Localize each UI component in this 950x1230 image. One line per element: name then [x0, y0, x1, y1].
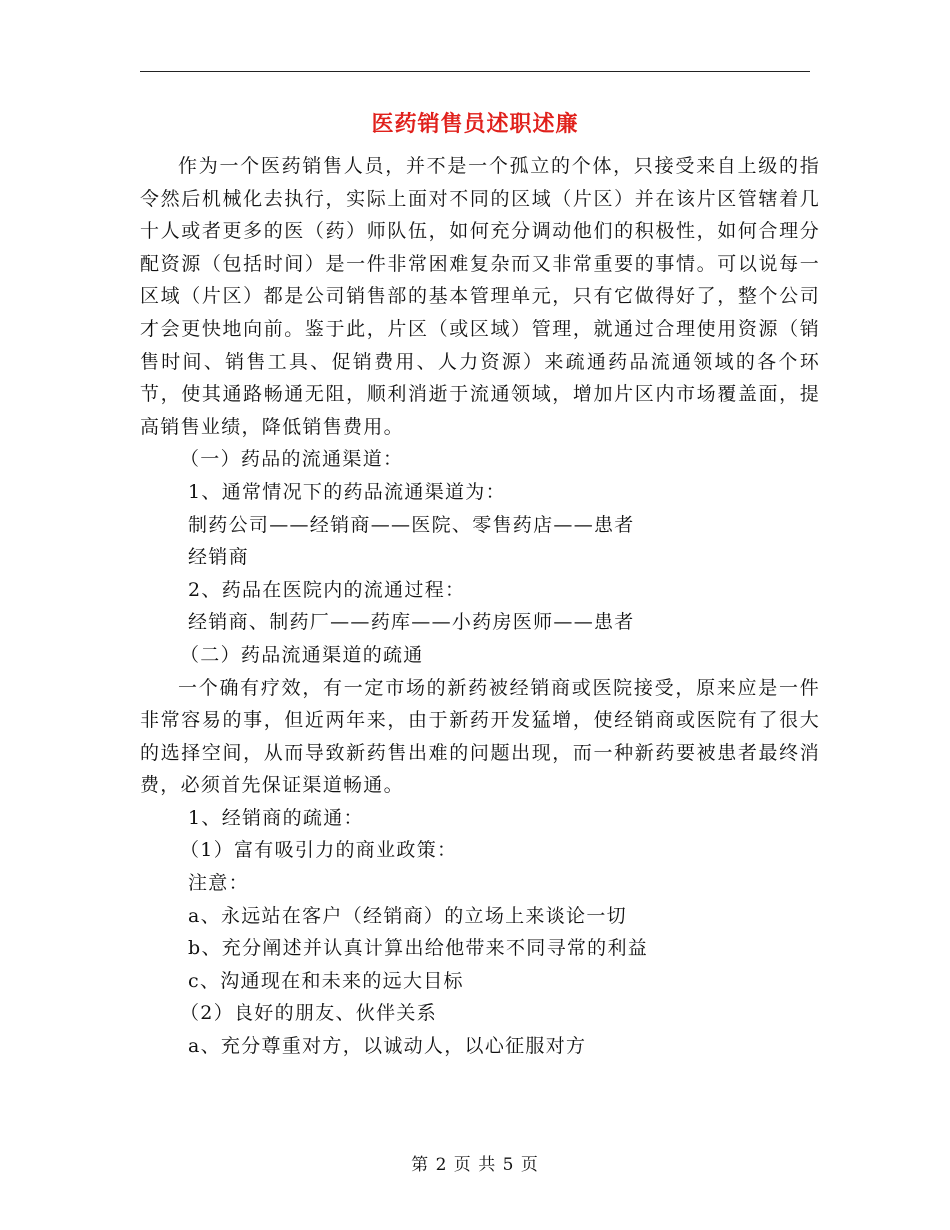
list-line: 1、通常情况下的药品流通渠道为：: [188, 480, 506, 503]
list-line: 1、经销商的疏通：: [188, 806, 364, 829]
document-body: [140, 150, 820, 1063]
paragraph-2: 一个确有疗效，有一定市场的新药被经销商或医院接受，原来应是一件非常容易的事，但近两年来，由于新药开发猛增，使经销商或医院有了很大的选择空间，从而导致新药售出难的问题出现，而一种新药要被患者最终消费，必须首先保证渠道畅通。: [140, 676, 820, 797]
list-line: b、充分阐述并认真计算出给他带来不同寻常的利益: [188, 937, 649, 960]
list-line: 经销商: [188, 546, 249, 569]
list-line: c、沟通现在和未来的远大目标: [188, 969, 464, 992]
list-line: 经销商、制药厂——药库——小药房医师——患者: [188, 611, 635, 634]
header-rule: [140, 71, 810, 72]
list-line: （2）良好的朋友、伙伴关系: [180, 1002, 437, 1025]
section-heading-1: （一）药品的流通渠道：: [180, 448, 404, 471]
list-line: a、充分尊重对方，以诚动人，以心征服对方: [188, 1035, 587, 1058]
document-title: 医药销售员述职述廉: [371, 111, 579, 137]
page-number: 第 2 页 共 5 页: [411, 1155, 539, 1175]
list-line: 制药公司——经销商——医院、零售药店——患者: [188, 513, 635, 536]
paragraph-intro: 作为一个医药销售人员，并不是一个孤立的个体，只接受来自上级的指令然后机械化去执行，实际上面对不同的区域（片区）并在该片区管辖着几十人或者更多的医（药）师队伍，如何充分调动他们的积极性，如何合理分配资源（包括时间）是一件非常困难复杂而又非常重要的事情。可以说每一区域（片区）都是公司销售部的基本管理单元，只有它做得好了，整个公司才会更快地向前。鉴于此，片区（或区域）管理，就通过合理使用资源（销售时间、销售工具、促销费用、人力资源）来疏通药品流通领域的各个环节，使其通路畅通无阻，顺利消逝于流通领域，增加片区内市场覆盖面，提高销售业绩，降低销售费用。: [140, 155, 820, 438]
list-line: （1）富有吸引力的商业政策：: [180, 839, 458, 862]
section-heading-2: （二）药品流通渠道的疏通: [180, 643, 424, 666]
list-line: 注意：: [188, 872, 249, 895]
list-line: a、永远站在客户（经销商）的立场上来谈论一切: [188, 904, 627, 927]
list-line: 2、药品在医院内的流通过程：: [188, 578, 466, 601]
